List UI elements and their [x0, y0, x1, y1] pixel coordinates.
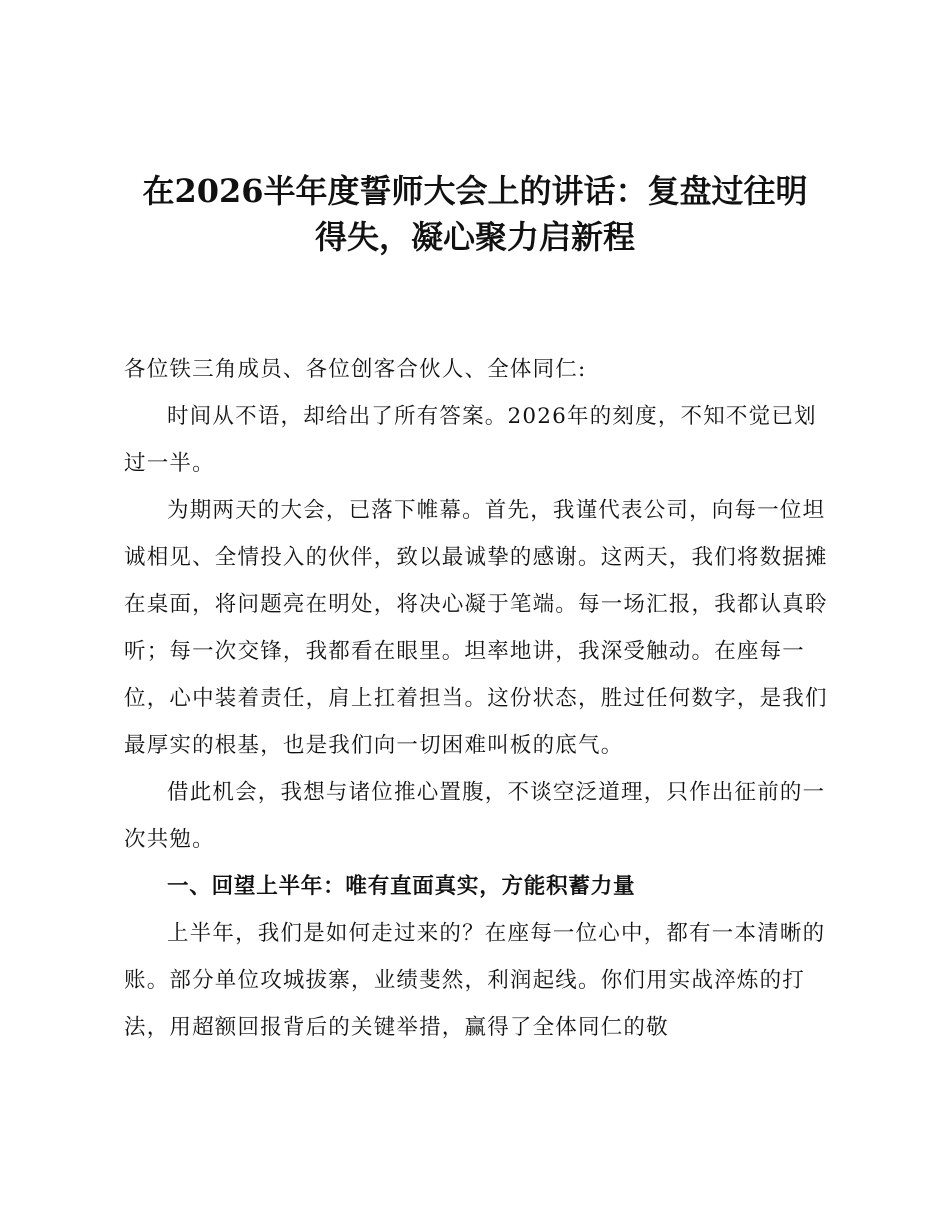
- section-paragraph: 上半年，我们是如何走过来的？在座每一位心中，都有一本清晰的账。部分单位攻城拔寨，业绩斐然，利润起线。你们用实战淬炼的打法，用超额回报背后的关键举措，赢得了全体同仁的敬: [124, 921, 826, 1040]
- title-line-1: 在2026半年度誓师大会上的讲话：复盘过往明: [142, 172, 808, 210]
- paragraph-1: 时间从不语，却给出了所有答案。2026年的刻度，不知不觉已划过一半。: [124, 404, 817, 476]
- section-heading: 一、回望上半年：唯有直面真实，方能积蓄力量: [167, 874, 636, 899]
- paragraph-2: 为期两天的大会，已落下帷幕。首先，我谨代表公司，向每一位坦诚相见、全情投入的伙伴，致以最诚挚的感谢。这两天，我们将数据摊在桌面，将问题亮在明处，将决心凝于笔端。每一场汇报，我都认真聆听；每一次交锋，我都看在眼里。坦率地讲，我深受触动。在座每一位，心中装着责任，肩上扛着担当。这份状态，胜过任何数字，是我们最厚实的根基，也是我们向一切困难叫板的底气。: [124, 498, 828, 758]
- title-line-2: 得失，凝心聚力启新程: [314, 218, 635, 256]
- salutation: 各位铁三角成员、各位创客合伙人、全体同仁:: [124, 357, 587, 382]
- document-title: [110, 168, 840, 260]
- document-body: [124, 346, 834, 1051]
- paragraph-3: 借此机会，我想与诸位推心置腹，不谈空泛道理，只作出征前的一次共勉。: [124, 780, 826, 852]
